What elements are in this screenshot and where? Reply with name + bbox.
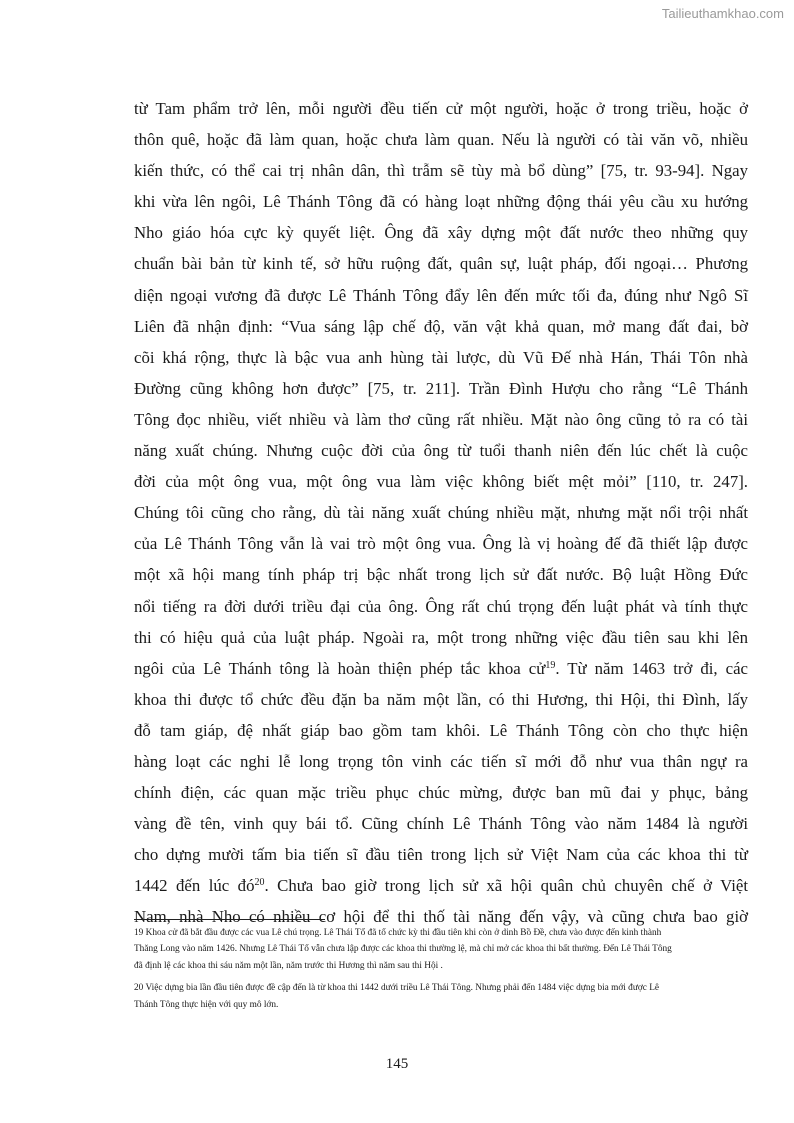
footnote-reference: 19 — [545, 659, 556, 671]
footnote-line: Thăng Long vào năm 1426. Nhưng Lê Thái Tổ vẫn chưa lập được các khoa thi thường lệ, mà chỉ mở các khoa thi bất thường. Đến Lê Thái Tông — [134, 944, 672, 955]
body-line-text: Liên đã nhận định: “Vua sáng lập chế độ, văn vật khả quan, mở mang đất đai, bờ — [134, 316, 748, 336]
body-line-text: thi có hiệu quả của luật pháp. Ngoài ra, một trong những việc đầu tiên sau khi lên — [134, 627, 748, 647]
body-line-text: diện ngoại vương đã được Lê Thánh Tông đẩy lên đến mức tối đa, đúng như Ngô Sĩ — [134, 285, 748, 305]
body-line-text: của Lê Thánh Tông vẫn là vai trò một ông vua. Ông là vị hoàng đế đã thiết lập được — [134, 534, 748, 554]
body-line-text: đỗ tam giáp, đệ nhất giáp bao gồm tam khôi. Lê Thánh Tông còn cho thực hiện — [134, 720, 748, 740]
page-number: 145 — [385, 1056, 409, 1072]
footnote-separator — [134, 919, 325, 920]
body-line — [134, 373, 748, 404]
body-line — [134, 684, 748, 715]
body-line — [134, 155, 748, 186]
body-line-text: cõi khá rộng, thực là bậc vua anh hùng tài lược, dù Vũ Đế nhà Hán, Thái Tôn nhà — [134, 347, 748, 367]
body-line — [134, 591, 748, 622]
body-line — [134, 653, 748, 684]
body-line — [134, 746, 748, 777]
body-line-text: thôn quê, hoặc đã làm quan, hoặc chưa làm quan. Nếu là người có tài văn võ, nhiều — [134, 130, 748, 150]
body-line-text: Chúng tôi cũng cho rằng, dù tài năng xuất chúng nhiều mặt, nhưng mặt nổi trội nhất — [134, 503, 748, 523]
body-line-text: hàng loạt các nghi lễ long trọng tôn vinh các tiến sĩ mới đỗ như vua thân ngự ra — [134, 751, 748, 771]
body-line-text: khoa thi được tổ chức đều đặn ba năm một lần, có thi Hương, thi Hội, thi Đình, lấy — [134, 689, 748, 709]
body-line-text: . Từ năm 1463 trở đi, các — [555, 658, 748, 678]
body-line — [134, 622, 748, 653]
body-line — [134, 217, 748, 248]
footnote — [134, 980, 748, 1013]
body-line — [134, 186, 748, 217]
body-line — [134, 435, 748, 466]
body-line — [134, 497, 748, 528]
body-line — [134, 528, 748, 559]
body-line-text: 1442 đến lúc đó — [134, 876, 255, 896]
body-line — [134, 715, 748, 746]
body-line-text: . Chưa bao giờ trong lịch sử xã hội quân chủ chuyên chế ở Việt — [264, 876, 748, 896]
body-line-text: cho dựng mười tấm bia tiến sĩ đầu tiên trong lịch sử Việt Nam của các khoa thi từ — [134, 845, 748, 865]
body-line — [134, 808, 748, 839]
body-line — [134, 777, 748, 808]
body-line-text: kiến thức, có thể cai trị nhân dân, thì trẫm sẽ tùy mà bổ dùng” [75, tr. 93-94]. Ngay — [134, 161, 748, 181]
body-line-text: chuẩn bài bản từ kinh tế, sở hữu ruộng đất, quân sự, luật pháp, đối ngoại… Phương — [134, 254, 748, 274]
body-line-text: từ Tam phẩm trở lên, mỗi người đều tiến cử một người, hoặc ở trong triều, hoặc ở — [134, 99, 748, 118]
footnote-line: 19 Khoa cử đã bắt đầu được các vua Lê chú trọng. Lê Thái Tổ đã tổ chức kỳ thi đầu tiên khi còn ở dinh Bồ Đề, chưa vào được đến kinh thành — [134, 928, 662, 938]
footnote-line: Thánh Tông thực hiện với quy mô lớn. — [134, 999, 279, 1010]
body-line — [134, 248, 748, 279]
body-line-text: một xã hội mang tính pháp trị bậc nhất trong lịch sử đất nước. Bộ luật Hồng Đức — [134, 565, 748, 585]
body-line-text: Nho giáo hóa cực kỳ quyết liệt. Ông đã xây dựng một đất nước theo những quy — [134, 223, 748, 243]
body-line-text: Tông đọc nhiều, viết nhiều và làm thơ cũng rất nhiều. Mặt nào ông cũng tỏ ra có tài — [134, 409, 748, 429]
body-paragraph — [134, 93, 748, 933]
body-line — [134, 124, 748, 155]
footnote-line: 20 Việc dựng bia lần đầu tiên được đề cập đến là từ khoa thi 1442 dưới triều Lê Thái Tông. Nhưng phải đến 1484 việc dựng bia mới được Lê — [134, 983, 660, 994]
body-line-text: khi vừa lên ngôi, Lê Thánh Tông đã có hàng loạt những động thái yêu cầu xu hướng — [134, 192, 748, 212]
watermark: Tailieuthamkhao.com — [661, 6, 784, 21]
body-line-text: năng xuất chúng. Nhưng cuộc đời của ông từ tuổi thanh niên đến lúc chết là cuộc — [134, 441, 748, 461]
footnote-reference: 20 — [254, 877, 265, 889]
body-line-text: ngôi của Lê Thánh tông là hoàn thiện phép tắc khoa cử — [134, 658, 546, 678]
body-line — [134, 311, 748, 342]
body-line-text: Nam, nhà Nho có nhiều cơ hội để thi thố tài năng đến vậy, và cũng chưa bao giờ — [134, 907, 748, 927]
body-line-text: nổi tiếng ra đời dưới triều đại của ông. Ông rất chú trọng đến luật phát và tính thực — [134, 596, 748, 616]
body-line — [134, 839, 748, 870]
body-line-text: đời của một ông vua, một ông vua làm việc không biết mệt mỏi” [110, tr. 247]. — [134, 472, 748, 492]
body-line-text: chính điện, các quan mặc triều phục chúc mừng, được ban mũ đai y phục, bảng — [134, 783, 748, 803]
body-line — [134, 466, 748, 497]
body-line-text: vàng đề tên, vinh quy bái tổ. Cũng chính Lê Thánh Tông vào năm 1484 là người — [134, 814, 748, 834]
body-line — [134, 559, 748, 590]
footnotes — [134, 925, 748, 1013]
body-line-text: Đường cũng không hơn được” [75, tr. 211]. Trần Đình Hượu cho rằng “Lê Thánh — [134, 378, 748, 398]
body-line — [134, 93, 748, 124]
body-line — [134, 870, 748, 901]
body-line — [134, 280, 748, 311]
body-line — [134, 404, 748, 435]
footnote — [134, 925, 748, 974]
body-line — [134, 342, 748, 373]
footnote-line: đã định lệ các khoa thi sáu năm một lần, năm trước thi Hương thì năm sau thi Hội . — [134, 960, 443, 971]
